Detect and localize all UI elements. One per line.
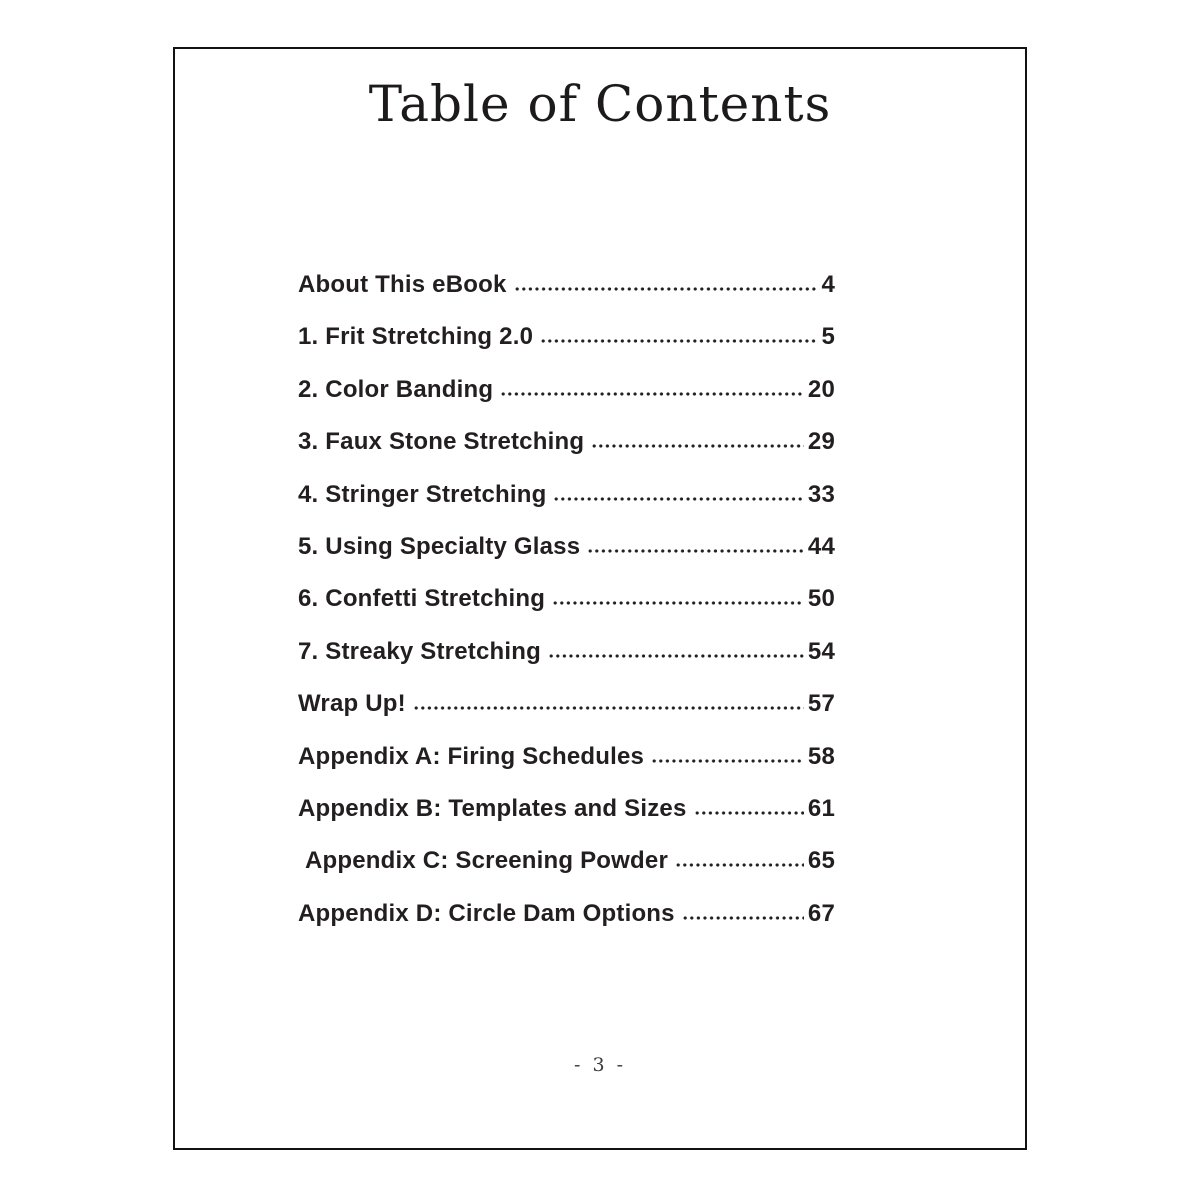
dot-leader (591, 443, 804, 449)
toc-entry[interactable] (298, 743, 835, 795)
dot-leader (675, 862, 804, 868)
toc-entry-label: 4. Stringer Stretching (298, 480, 547, 508)
toc-entry[interactable] (298, 638, 835, 690)
toc-entry-label: 1. Frit Stretching 2.0 (298, 323, 534, 351)
toc-entry[interactable] (298, 795, 835, 847)
toc-entry[interactable] (298, 271, 835, 323)
dot-leader (587, 548, 804, 554)
toc-entry-page-number: 54 (807, 637, 835, 665)
toc-entry[interactable] (298, 585, 835, 637)
dot-leader (553, 496, 803, 502)
dot-leader (500, 391, 804, 397)
toc-entry-label: 6. Confetti Stretching (298, 585, 546, 613)
dot-leader (540, 338, 817, 344)
dot-leader (651, 758, 804, 764)
toc-entry[interactable] (298, 323, 835, 375)
toc-entry[interactable] (298, 481, 835, 533)
page-title: Table of Contents (368, 75, 832, 133)
toc-entry-page-number: 29 (807, 428, 835, 456)
toc-entry-label: Appendix A: Firing Schedules (298, 742, 645, 770)
ebook-page (173, 47, 1027, 1150)
toc-entry[interactable] (298, 533, 835, 585)
toc-entry-page-number: 67 (807, 899, 835, 927)
toc-entry-page-number: 61 (807, 794, 835, 822)
toc-entry-label: 3. Faux Stone Stretching (298, 428, 585, 456)
toc-entry-label: 5. Using Specialty Glass (298, 532, 581, 560)
dot-leader (552, 600, 804, 606)
toc-entry-page-number: 5 (821, 323, 835, 351)
toc-entry[interactable] (298, 900, 835, 952)
toc-entry[interactable] (298, 376, 835, 428)
toc-entry-label: Appendix B: Templates and Sizes (298, 794, 687, 822)
toc-entry[interactable] (298, 428, 835, 480)
dot-leader (694, 810, 804, 816)
page-number-footer: - 3 - (573, 1054, 626, 1076)
toc-entry-page-number: 65 (807, 847, 835, 875)
dot-leader (514, 286, 818, 292)
toc-entry-page-number: 50 (807, 585, 835, 613)
dot-leader (548, 653, 804, 659)
toc-entry[interactable] (298, 690, 835, 742)
toc-entry-page-number: 44 (807, 532, 835, 560)
toc-entry-label: 2. Color Banding (298, 375, 494, 403)
dot-leader (682, 915, 804, 921)
toc-entry-page-number: 33 (807, 480, 835, 508)
toc-entry-label: Appendix C: Screening Powder (305, 847, 668, 875)
dot-leader (413, 705, 804, 711)
toc-entry-page-number: 20 (807, 375, 835, 403)
toc-entry-label: Wrap Up! (298, 690, 406, 718)
toc-list (298, 271, 835, 952)
toc-entry-label: Appendix D: Circle Dam Options (298, 899, 675, 927)
toc-entry-label: About This eBook (298, 271, 507, 298)
toc-entry-label: 7. Streaky Stretching (298, 637, 541, 665)
toc-entry[interactable] (298, 847, 835, 899)
toc-entry-page-number: 57 (807, 690, 835, 718)
toc-entry-page-number: 58 (807, 742, 835, 770)
toc-entry-page-number: 4 (821, 271, 835, 298)
